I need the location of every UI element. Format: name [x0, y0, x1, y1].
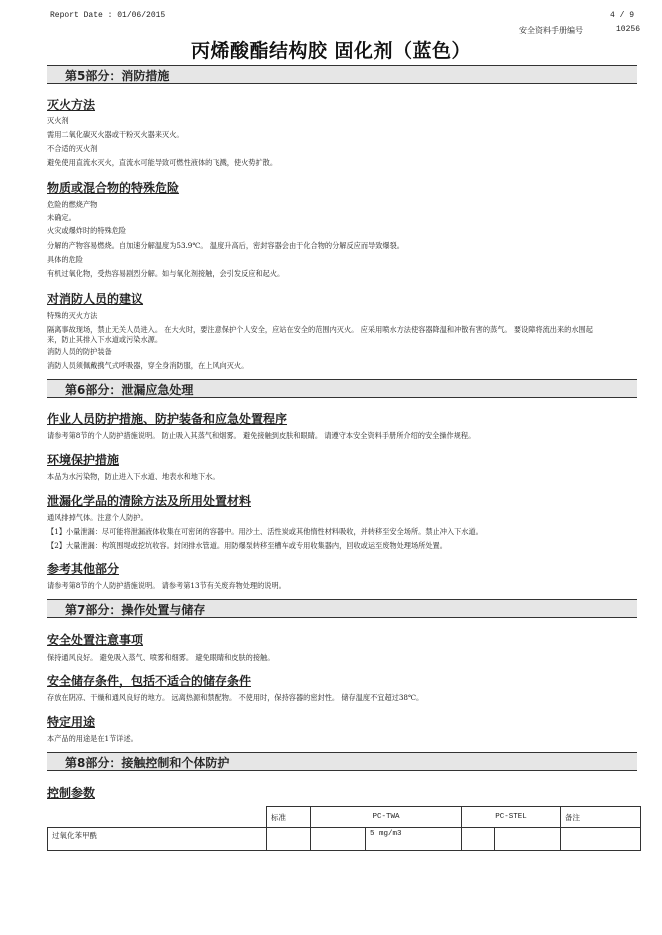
- page-title: 丙烯酸酯结构胶 固化剂（蓝色）: [190, 40, 472, 62]
- cell-remarks: [561, 828, 641, 851]
- control-parameters-table: [47, 806, 641, 851]
- heading-references: 参考其他部分: [47, 562, 120, 576]
- cell-standard: [267, 828, 311, 851]
- text-line: 有机过氧化物，受热容易剧烈分解。如与氧化剂接触，会引发反应和起火。: [47, 269, 285, 278]
- heading-storage: 安全储存条件，包括不适合的储存条件: [47, 674, 252, 688]
- doc-number-label: 安全资料手册编号: [519, 26, 583, 35]
- section-5-title: 第5部分：消防措施: [65, 69, 170, 83]
- heading-personal-precautions: 作业人员防护措施、防护装备和应急处置程序: [47, 412, 288, 426]
- heading-firefighter-advice: 对消防人员的建议: [47, 292, 144, 306]
- table-row: [48, 828, 641, 851]
- heading-specific-use: 特定用途: [47, 715, 96, 729]
- text-line: 火灾或爆炸时的特殊危险: [47, 226, 127, 235]
- cell-stel-value: [495, 828, 561, 851]
- section-8-bar: [47, 752, 637, 771]
- text-line: 灭火剂: [47, 116, 69, 125]
- text-line: 【1】小量泄漏：尽可能将泄漏液体收集在可密闭的容器中。用沙土、活性炭或其他惰性材料吸收，并转移至安全场所。禁止冲入下水道。: [47, 527, 483, 536]
- section-6-title: 第6部分：泄漏应急处理: [65, 383, 194, 397]
- cell-empty: [462, 828, 495, 851]
- heading-extinguishing: 灭火方法: [47, 98, 96, 112]
- text-line: 请参考第8节的个人防护措施说明。 防止吸入其蒸气和烟雾。 避免接触到皮肤和眼睛。 请遵守本安全资料手册所介绍的安全操作规程。: [47, 431, 476, 440]
- text-line: 特殊的灭火方法: [47, 311, 98, 320]
- text-line: 危险的燃烧产物: [47, 200, 98, 209]
- text-line: 分解的产物容易燃烧。自加速分解温度为53.9℃。 温度升高后，密封容器会由于化合物的分解反应而导致爆裂。: [47, 241, 404, 250]
- substance-name: 过氧化苯甲酰: [48, 828, 267, 851]
- col-pc-stel: PC-STEL: [462, 807, 561, 828]
- section-7-title: 第7部分：操作处置与储存: [65, 603, 206, 617]
- doc-number: 10256: [616, 25, 641, 34]
- text-line: 请参考第8节的个人防护措施说明。 请参考第13节有关废弃物处理的说明。: [47, 581, 286, 590]
- cell-twa-value: 5 mg/m3: [366, 828, 462, 851]
- heading-control-parameters: 控制参数: [47, 786, 96, 800]
- section-8-title: 第8部分：接触控制和个体防护: [65, 756, 230, 770]
- text-line: 消防人员须佩戴携气式呼吸器，穿全身消防服，在上风向灭火。: [47, 361, 249, 370]
- text-line: 需用二氧化碳灭火器或干粉灭火器来灭火。: [47, 130, 184, 139]
- section-5-bar: [47, 65, 637, 84]
- section-6-bar: [47, 379, 637, 398]
- text-line: 不合适的灭火剂: [47, 144, 98, 153]
- text-line: 【2】大量泄漏：构筑围堤或挖坑收容。封闭排水管道。用防爆泵转移至槽车或专用收集器内，回收或运至废物处理场所处置。: [47, 541, 447, 550]
- heading-cleanup: 泄漏化学品的清除方法及所用处置材料: [47, 494, 252, 508]
- text-line: 存放在阴凉、干燥和通风良好的地方。 远离热源和禁配物。 不使用时，保持容器的密封性。 储存温度不宜超过38℃。: [47, 693, 424, 702]
- text-line: 保持通风良好。 避免吸入蒸气、喷雾和细雾。 避免眼睛和皮肤的接触。: [47, 653, 275, 662]
- text-line: 消防人员的防护装备: [47, 347, 112, 356]
- page-number: 4 / 9: [610, 11, 635, 20]
- report-date: Report Date : 01/06/2015: [50, 11, 166, 20]
- col-remarks: 备注: [561, 807, 641, 828]
- heading-safe-handling: 安全处置注意事项: [47, 633, 144, 647]
- text-line: 未确定。: [47, 213, 76, 222]
- section-7-bar: [47, 599, 637, 618]
- text-line: 本产品的用途是在1节详述。: [47, 734, 138, 743]
- col-pc-twa: PC-TWA: [311, 807, 462, 828]
- text-line: 本品为水污染物，防止进入下水道、地表水和地下水。: [47, 472, 220, 481]
- text-line: 具体的危险: [47, 255, 83, 264]
- cell-empty: [311, 828, 366, 851]
- heading-environmental: 环境保护措施: [47, 453, 120, 467]
- text-paragraph: 隔离事故现场，禁止无关人员进入。 在大火时，要注意保护个人安全，应站在安全的范围内灭火。 应采用喷水方法使容器降温和冲散有害的蒸气。 要设障将流出来的水围起来，防止其排入下水道或污染水源。: [47, 325, 593, 344]
- heading-special-hazards: 物质或混合物的特殊危险: [47, 181, 180, 195]
- text-line: 通风排掉气体。注意个人防护。: [47, 513, 148, 522]
- text-line: 避免使用直流水灭火，直流水可能导致可燃性液体的飞溅，使火势扩散。: [47, 158, 278, 167]
- col-standard: 标准: [267, 807, 311, 828]
- table-header-row: [48, 807, 641, 828]
